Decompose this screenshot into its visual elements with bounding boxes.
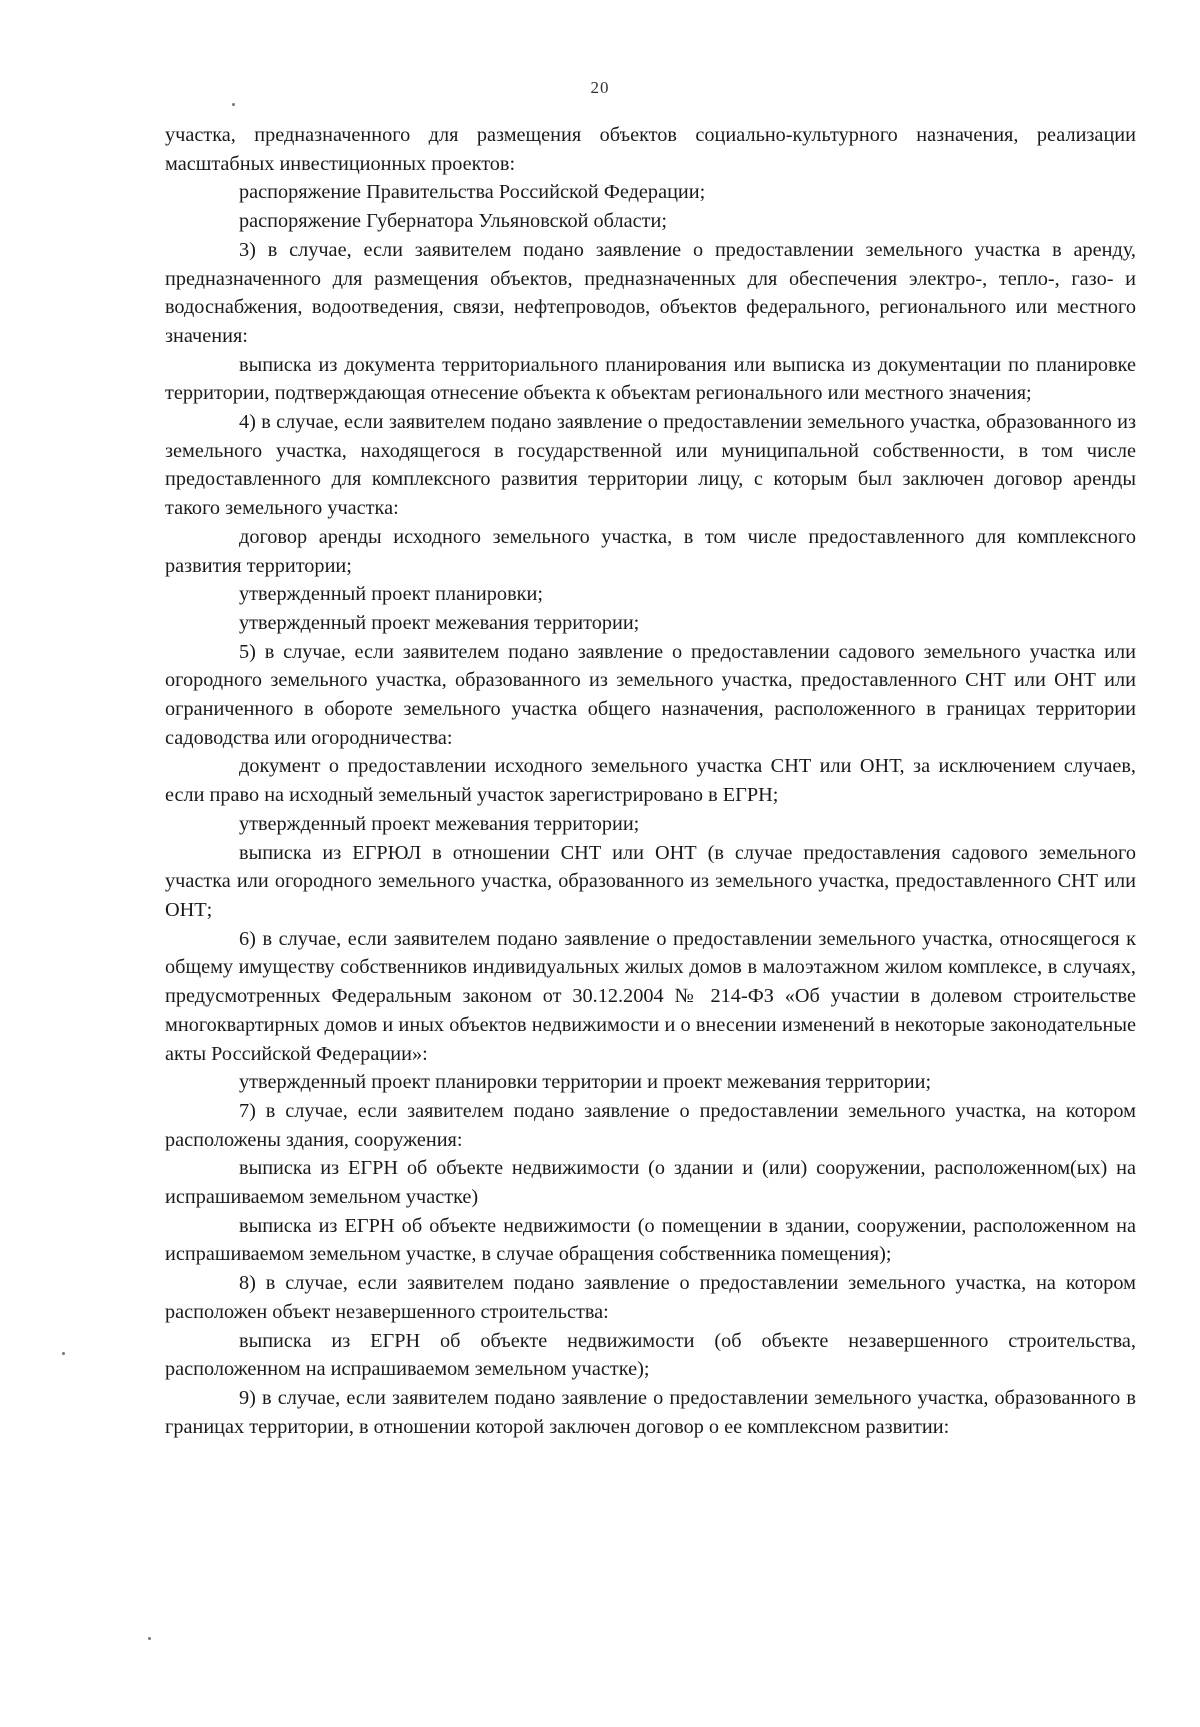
paragraph: утвержденный проект межевания территории; (239, 611, 640, 634)
page-number: 20 (590, 78, 610, 97)
list-item-3: 3) в случае, если заявителем подано заявление о предоставлении земельного участка в аренду, предназначенного для размещения объектов, предназначенных для обеспечения электро-, тепло-, газо- и водоснабжения, водоотведения, связи, нефтепроводов, объектов федерального, регионального или местного значения: (165, 238, 1136, 347)
list-item-8: 8) в случае, если заявителем подано заявление о предоставлении земельного участка, на котором расположен объект незавершенного строительства: (165, 1272, 1136, 1323)
document-body (165, 121, 1136, 1441)
list-item-7: 7) в случае, если заявителем подано заявление о предоставлении земельного участка, на котором расположены здания, сооружения: (165, 1099, 1136, 1151)
paragraph: распоряжение Правительства Российской Федерации; (239, 181, 706, 204)
paragraph: утвержденный проект межевания территории; (239, 812, 640, 835)
paragraph: выписка из ЕГРЮЛ в отношении СНТ или ОНТ (в случае предоставления садового земельного участка или огородного земельного участка, образованного из земельного участка, предоставленного СНТ или ОНТ; (165, 841, 1136, 921)
paragraph: утвержденный проект планировки; (239, 583, 543, 606)
paragraph: документ о предоставлении исходного земельного участка СНТ или ОНТ, за исключением случаев, если право на исходный земельный участок зарегистрировано в ЕГРН; (165, 755, 1136, 807)
list-item-5: 5) в случае, если заявителем подано заявление о предоставлении садового земельного участка или огородного земельного участка, образованного из земельного участка, предоставленного СНТ или ОНТ или ограниченного в обороте земельного участка общего назначения, расположенного в границах территории садоводства или огородничества: (165, 640, 1136, 749)
paragraph: выписка из ЕГРН об объекте недвижимости (об объекте незавершенного строительства, расположенном на испрашиваемом земельном участке); (165, 1329, 1136, 1381)
scan-speck (148, 1637, 151, 1640)
paragraph: распоряжение Губернатора Ульяновской области; (239, 210, 667, 233)
scan-speck (232, 103, 235, 106)
paragraph: выписка из документа территориального планирования или выписка из документации по планировке территории, подтверждающая отнесение объекта к объектам регионального или местного значения; (165, 353, 1136, 405)
paragraph-continuation: участка, предназначенного для размещения объектов социально-культурного назначения, реализации масштабных инвестиционных проектов: (165, 124, 1136, 175)
paragraph: выписка из ЕГРН об объекте недвижимости (о помещении в здании, сооружении, расположенном на испрашиваемом земельном участке, в случае обращения собственника помещения); (165, 1214, 1136, 1266)
list-item-9: 9) в случае, если заявителем подано заявление о предоставлении земельного участка, образованного в границах территории, в отношении которой заключен договор о ее комплексном развитии: (165, 1386, 1136, 1438)
paragraph: утвержденный проект планировки территории и проект межевания территории; (239, 1071, 932, 1094)
paragraph: договор аренды исходного земельного участка, в том числе предоставленного для комплексного развития территории; (165, 525, 1136, 577)
paragraph: выписка из ЕГРН об объекте недвижимости (о здании и (или) сооружении, расположенном(ых) на испрашиваемом земельном участке) (165, 1157, 1136, 1209)
scan-speck (62, 1352, 65, 1355)
list-item-6: 6) в случае, если заявителем подано заявление о предоставлении земельного участка, относящегося к общему имуществу собственников индивидуальных жилых домов в малоэтажном жилом комплексе, в случаях, предусмотренных Федеральным законом от 30.12.2004 № 214-ФЗ «Об участии в долевом строительстве многоквартирных домов и иных объектов недвижимости и о внесении изменений в некоторые законодательные акты Российской Федерации»: (165, 927, 1136, 1065)
list-item-4: 4) в случае, если заявителем подано заявление о предоставлении земельного участка, образованного из земельного участка, находящегося в государственной или муниципальной собственности, в том числе предоставленного для комплексного развития территории лицу, с которым был заключен договор аренды такого земельного участка: (165, 411, 1136, 520)
